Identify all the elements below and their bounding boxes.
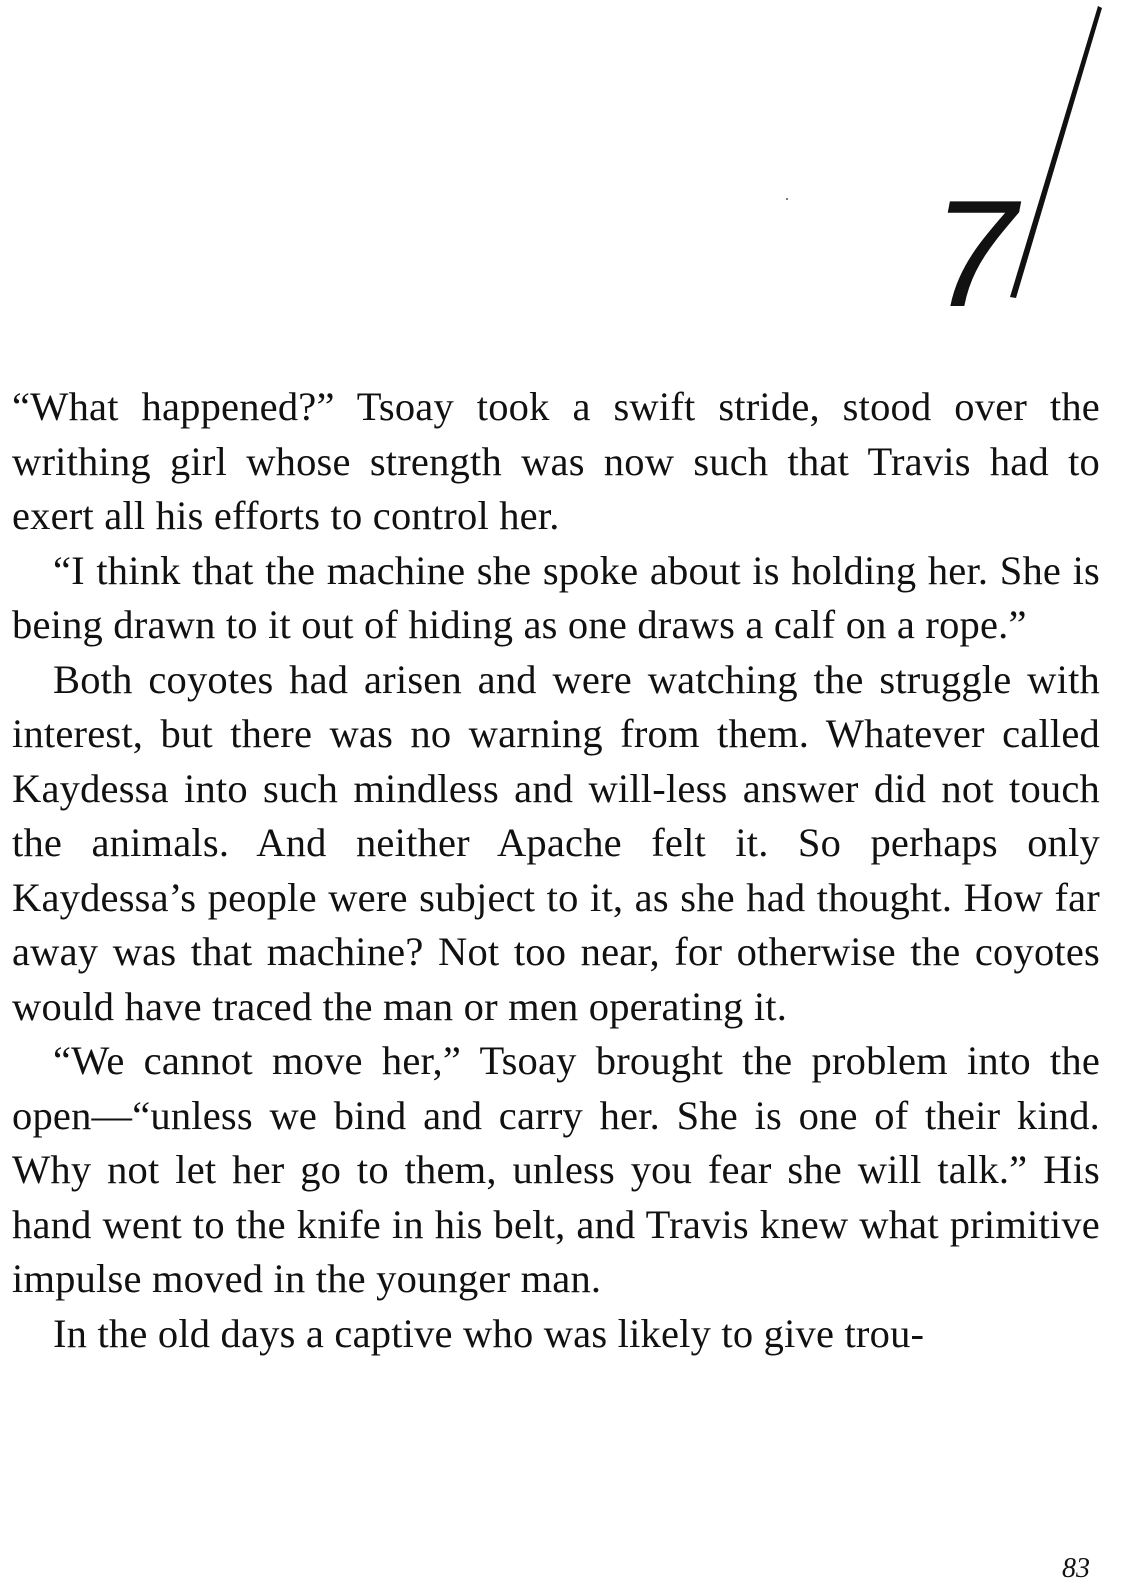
body-text <box>12 380 1100 1361</box>
page-number: 83 <box>1062 1553 1090 1584</box>
paragraph: “We cannot move her,” Tsoay brought the problem into the open—“unless we bind and carry her. She is one of their kind. Why not let her go to them, unless you fear she will talk.” His hand went to the knife in his belt, and Travis knew what primitive impulse moved in the younger man. <box>12 1038 1100 1301</box>
print-speck <box>786 198 788 200</box>
paragraph: In the old days a captive who was likely to give trou- <box>53 1310 925 1356</box>
chapter-number: 7 <box>932 169 1017 339</box>
paragraph: “I think that the machine she spoke about is holding her. She is being drawn to it out of hiding as one draws a calf on a rope.” <box>12 547 1100 647</box>
paragraph: Both coyotes had arisen and were watching the struggle with interest, but there was no warning from them. Whatever called Kaydessa into such mindless and will-less answer did not touch the animals. And neither Apache felt it. So perhaps only Kaydessa’s people were subject to it, as she had thought. How far away was that machine? Not too near, for otherwise the coyotes would have traced the man or men operating it. <box>12 656 1100 1029</box>
paragraph: “What happened?” Tsoay took a swift stride, stood over the writhing girl whose strength was now such that Travis had to exert all his efforts to control her. <box>12 384 1100 538</box>
